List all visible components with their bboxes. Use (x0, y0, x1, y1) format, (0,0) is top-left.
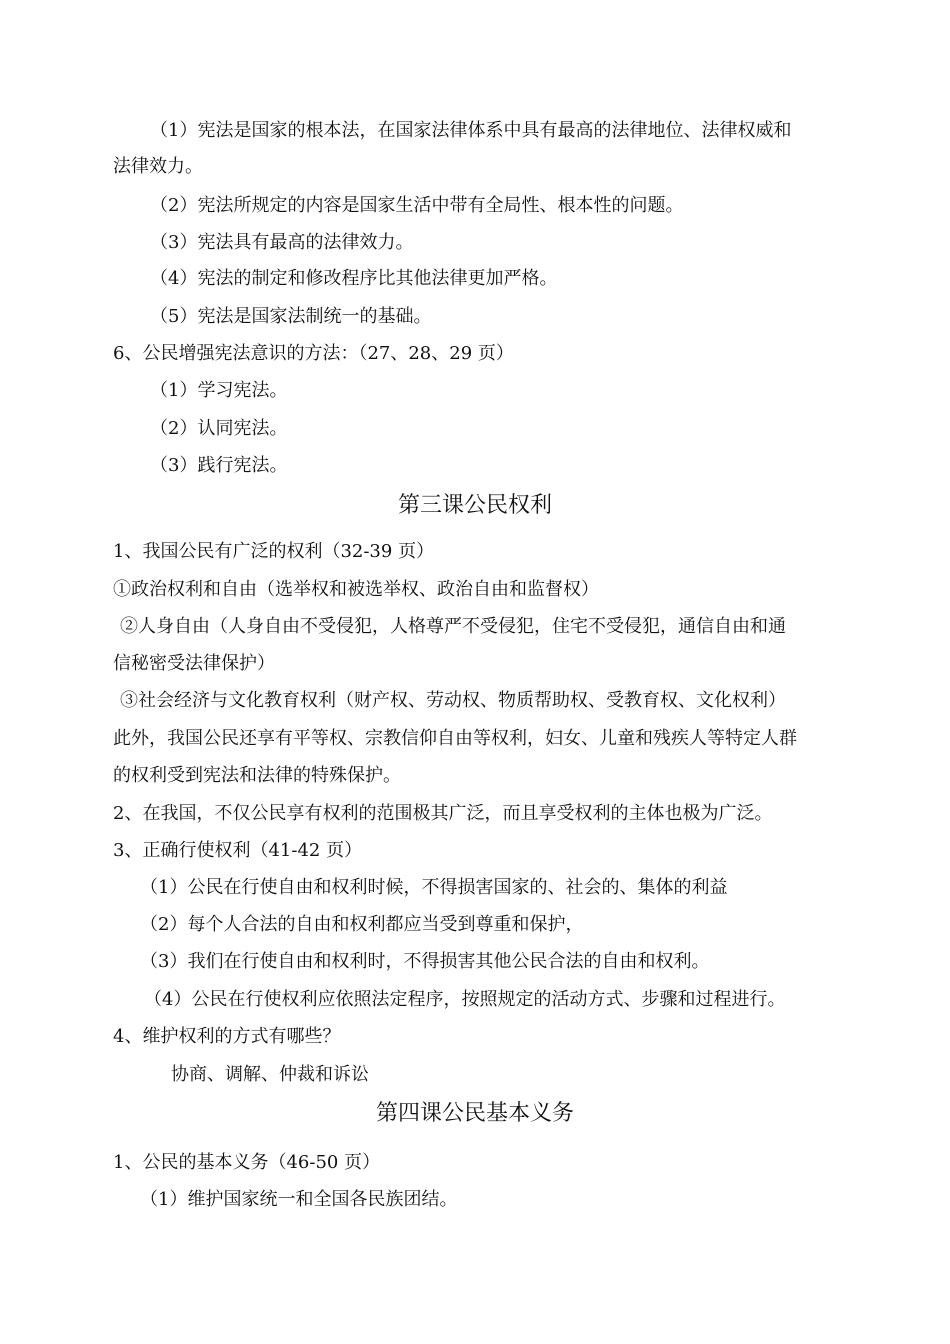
lesson-3-question-4-answer: 协商、调解、仲裁和诉讼 (171, 1064, 369, 1085)
lesson-3-question-3-item-1: （1）公民在行使自由和权利时候，不得损害国家的、社会的、集体的利益 (140, 877, 728, 898)
lesson-3-question-1: 1、我国公民有广泛的权利（32-39 页） (113, 541, 435, 562)
lesson-3-extra-rights-line-1: 此外，我国公民还享有平等权、宗教信仰自由等权利，妇女、儿童和残疾人等特定人群 (113, 728, 797, 749)
lesson-3-right-personal-line-1: ②人身自由（人身自由不受侵犯，人格尊严不受侵犯，住宅不受侵犯，通信自由和通 (120, 616, 786, 637)
lesson-4-title: 第四课公民基本义务 (375, 1101, 574, 1126)
constitution-feature-4: （4）宪法的制定和修改程序比其他法律更加严格。 (150, 268, 558, 289)
question-6-heading: 6、公民增强宪法意识的方法：（27、28、29 页） (113, 343, 514, 364)
constitution-feature-3: （3）宪法具有最高的法律效力。 (150, 232, 414, 253)
lesson-3-question-3-item-4: （4）公民在行使权利应依照法定程序，按照规定的活动方式、步骤和过程进行。 (144, 989, 786, 1010)
question-6-item-1: （1）学习宪法。 (150, 380, 288, 401)
constitution-feature-1-line-1: （1）宪法是国家的根本法，在国家法律体系中具有最高的法律地位、法律权威和 (150, 120, 792, 141)
constitution-feature-2: （2）宪法所规定的内容是国家生活中带有全局性、根本性的问题。 (150, 195, 684, 216)
lesson-3-right-personal-line-2: 信秘密受法律保护） (113, 653, 275, 674)
lesson-3-question-3: 3、正确行使权利（41-42 页） (113, 840, 363, 861)
lesson-3-question-2: 2、在我国，不仅公民享有权利的范围极其广泛，而且享受权利的主体也极为广泛。 (113, 803, 773, 824)
lesson-3-right-social-economic: ③社会经济与文化教育权利（财产权、劳动权、物质帮助权、受教育权、文化权利） (120, 690, 786, 711)
constitution-feature-5: （5）宪法是国家法制统一的基础。 (150, 306, 432, 327)
question-6-item-3: （3）践行宪法。 (150, 455, 288, 476)
lesson-3-title: 第三课公民权利 (397, 493, 552, 518)
lesson-4-question-1: 1、公民的基本义务（46-50 页） (113, 1152, 381, 1173)
constitution-feature-1-line-2: 法律效力。 (113, 156, 203, 177)
lesson-3-extra-rights-line-2: 的权利受到宪法和法律的特殊保护。 (113, 765, 401, 786)
lesson-3-question-3-item-3: （3）我们在行使自由和权利时，不得损害其他公民合法的自由和权利。 (140, 951, 710, 972)
lesson-3-question-3-item-2: （2）每个人合法的自由和权利都应当受到尊重和保护， (140, 914, 584, 935)
question-6-item-2: （2）认同宪法。 (150, 418, 288, 439)
lesson-3-question-4: 4、维护权利的方式有哪些？ (113, 1026, 341, 1047)
lesson-3-right-political: ①政治权利和自由（选举权和被选举权、政治自由和监督权） (113, 579, 599, 600)
lesson-4-question-1-item-1: （1）维护国家统一和全国各民族团结。 (140, 1189, 458, 1210)
